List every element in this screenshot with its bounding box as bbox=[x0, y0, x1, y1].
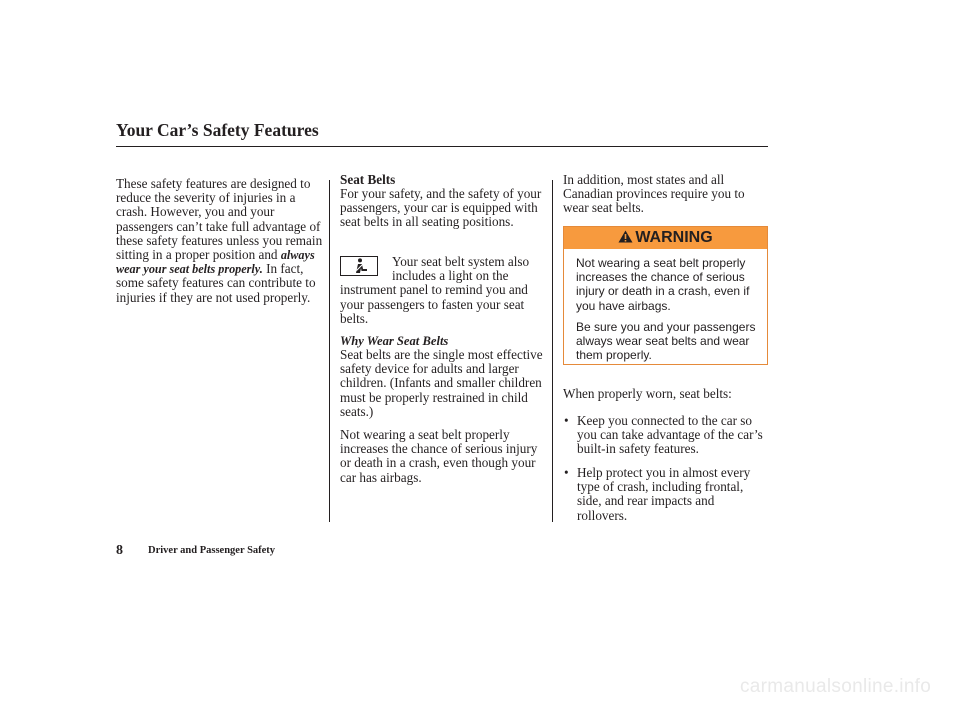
icon-spacer bbox=[340, 255, 392, 283]
page-title: Your Car’s Safety Features bbox=[116, 120, 319, 140]
intro-paragraph bbox=[116, 177, 326, 305]
seat-belts-paragraph-4: Not wearing a seat belt properly increases the chance of serious injury or death in a crash, even though your car has airbags. bbox=[340, 427, 538, 485]
warning-box bbox=[563, 226, 768, 365]
warning-header bbox=[564, 227, 767, 249]
why-wear-seat-belts-heading: Why Wear Seat Belts bbox=[340, 334, 449, 348]
warning-label: WARNING bbox=[635, 229, 713, 246]
bullet-dot: • bbox=[564, 465, 569, 480]
seat-belts-paragraph-1: For your safety, and the safety of your passengers, your car is equipped with seat belts in all seating positions. bbox=[340, 186, 542, 230]
bullet-dot: • bbox=[564, 413, 569, 428]
title-rule bbox=[116, 146, 768, 147]
section-footer: Driver and Passenger Safety bbox=[148, 545, 276, 556]
column-divider-2 bbox=[552, 180, 553, 522]
page-number: 8 bbox=[116, 543, 123, 558]
watermark: carmanualsonline.info bbox=[740, 676, 932, 697]
warning-text-1: Not wearing a seat belt properly increases the chance of serious injury or death in a crash, even if you have airbags. bbox=[576, 256, 750, 313]
intro-text-end: In fact, some safety features can contribute to injuries if they are not used properly. bbox=[116, 261, 316, 305]
seat-belts-paragraph-2-text: Your seat belt system also includes a light on the instrument panel to remind you and your passengers to fasten your seat belts. bbox=[340, 254, 530, 326]
warning-text-2: Be sure you and your passengers always wear seat belts and wear them properly. bbox=[576, 320, 756, 363]
intro-text-start: These safety features are designed to reduce the severity of injuries in a crash. However, you and your passengers can’t take full advantage of these safety features unless you remain sitting in a proper position and bbox=[116, 176, 323, 263]
proper-wear-paragraph: When properly worn, seat belts: bbox=[563, 386, 732, 401]
intro-emphasis: always wear your seat belts properly. bbox=[116, 248, 315, 277]
seat-belts-paragraph-2 bbox=[340, 255, 552, 326]
seat-belts-paragraph-3: Seat belts are the single most effective safety device for adults and larger children. (Infants and smaller children must be properly restrained in child seats.) bbox=[340, 347, 543, 419]
bullet-text-1: Keep you connected to the car so you can take advantage of the car’s built-in safety features. bbox=[577, 413, 763, 457]
bullet-text-2: Help protect you in almost every type of crash, including frontal, side, and rear impacts and rollovers. bbox=[577, 465, 751, 523]
column-divider-1 bbox=[329, 180, 330, 522]
seat-belts-heading: Seat Belts bbox=[340, 172, 396, 187]
warning-triangle-icon bbox=[618, 230, 633, 243]
bullet-item-1 bbox=[564, 414, 768, 457]
state-law-paragraph: In addition, most states and all Canadian provinces require you to wear seat belts. bbox=[563, 172, 745, 216]
bullet-item-2 bbox=[564, 466, 768, 523]
